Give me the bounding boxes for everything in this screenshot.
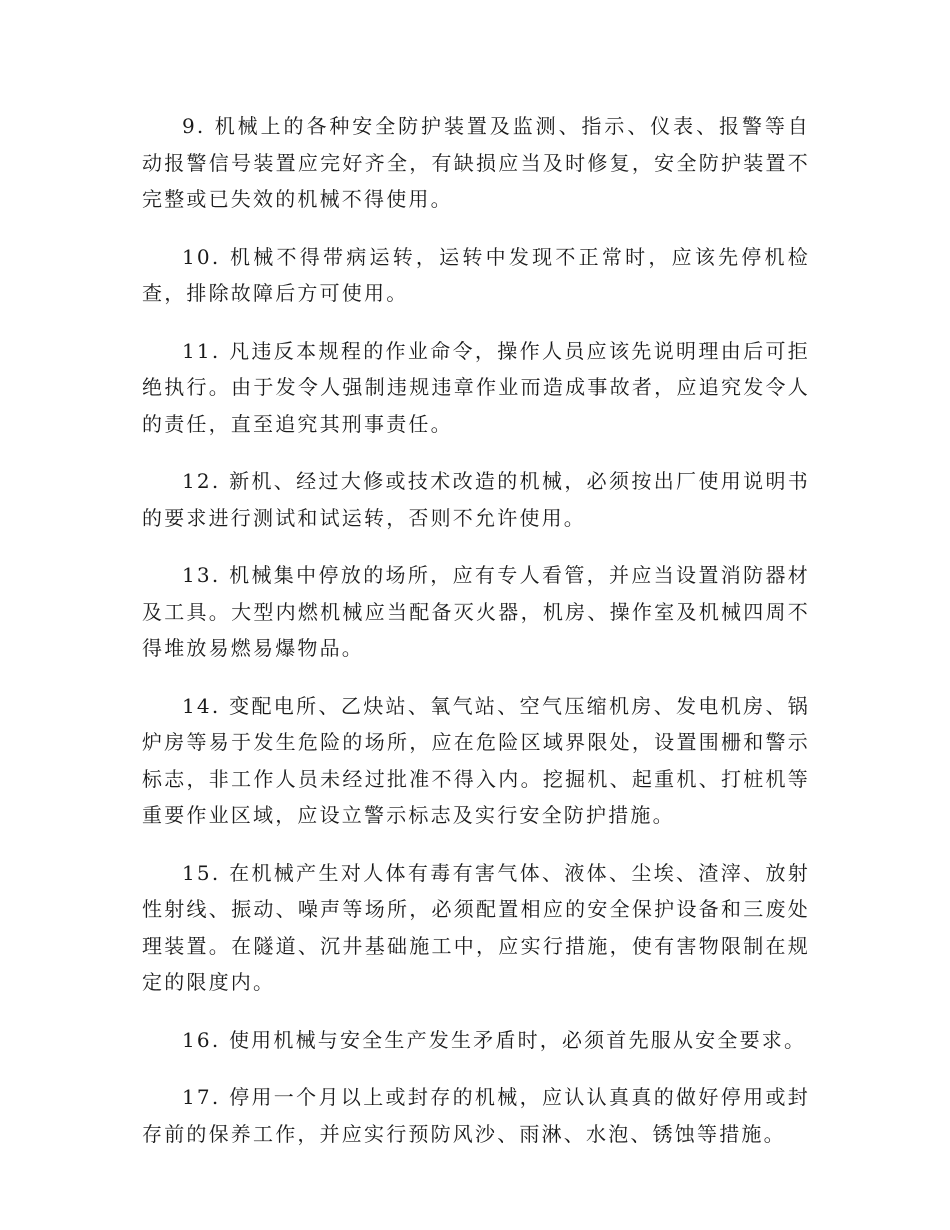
paragraph-11: 11. 凡违反本规程的作业命令，操作人员应该先说明理由后可拒绝执行。由于发令人强制违规违章作业而造成事故者，应追究发令人的责任，直至追究其刑事责任。 xyxy=(142,338,810,436)
paragraph-13: 13. 机械集中停放的场所，应有专人看管，并应当设置消防器材及工具。大型内燃机械应当配备灭火器，机房、操作室及机械四周不得堆放易燃易爆物品。 xyxy=(142,563,810,660)
paragraph-12: 12. 新机、经过大修或技术改造的机械，必须按出厂使用说明书的要求进行测试和试运转，否则不允许使用。 xyxy=(142,469,810,530)
paragraph-10: 10. 机械不得带病运转，运转中发现不正常时，应该先停机检查，排除故障后方可使用。 xyxy=(142,244,810,305)
paragraph-15: 15. 在机械产生对人体有毒有害气体、液体、尘埃、渣滓、放射性射线、振动、噪声等场所，必须配置相应的安全保护设备和三废处理装置。在隧道、沉井基础施工中，应实行措施，使有害物限制在规定的限度内。 xyxy=(142,860,810,994)
paragraph-17: 17. 停用一个月以上或封存的机械，应认认真真的做好停用或封存前的保养工作，并应实行预防风沙、雨淋、水泡、锈蚀等措施。 xyxy=(142,1085,810,1146)
paragraph-14: 14. 变配电所、乙炔站、氧气站、空气压缩机房、发电机房、锅炉房等易于发生危险的场所，应在危险区域界限处，设置围栅和警示标志，非工作人员未经过批准不得入内。挖掘机、起重机、打桩机等重要作业区域，应设立警示标志及实行安全防护措施。 xyxy=(142,693,810,827)
paragraph-16: 16. 使用机械与安全生产发生矛盾时，必须首先服从安全要求。 xyxy=(182,1027,807,1052)
document-page xyxy=(142,108,810,1173)
paragraph-9: 9. 机械上的各种安全防护装置及监测、指示、仪表、报警等自动报警信号装置应完好齐全，有缺损应当及时修复，安全防护装置不完整或已失效的机械不得使用。 xyxy=(142,114,810,211)
